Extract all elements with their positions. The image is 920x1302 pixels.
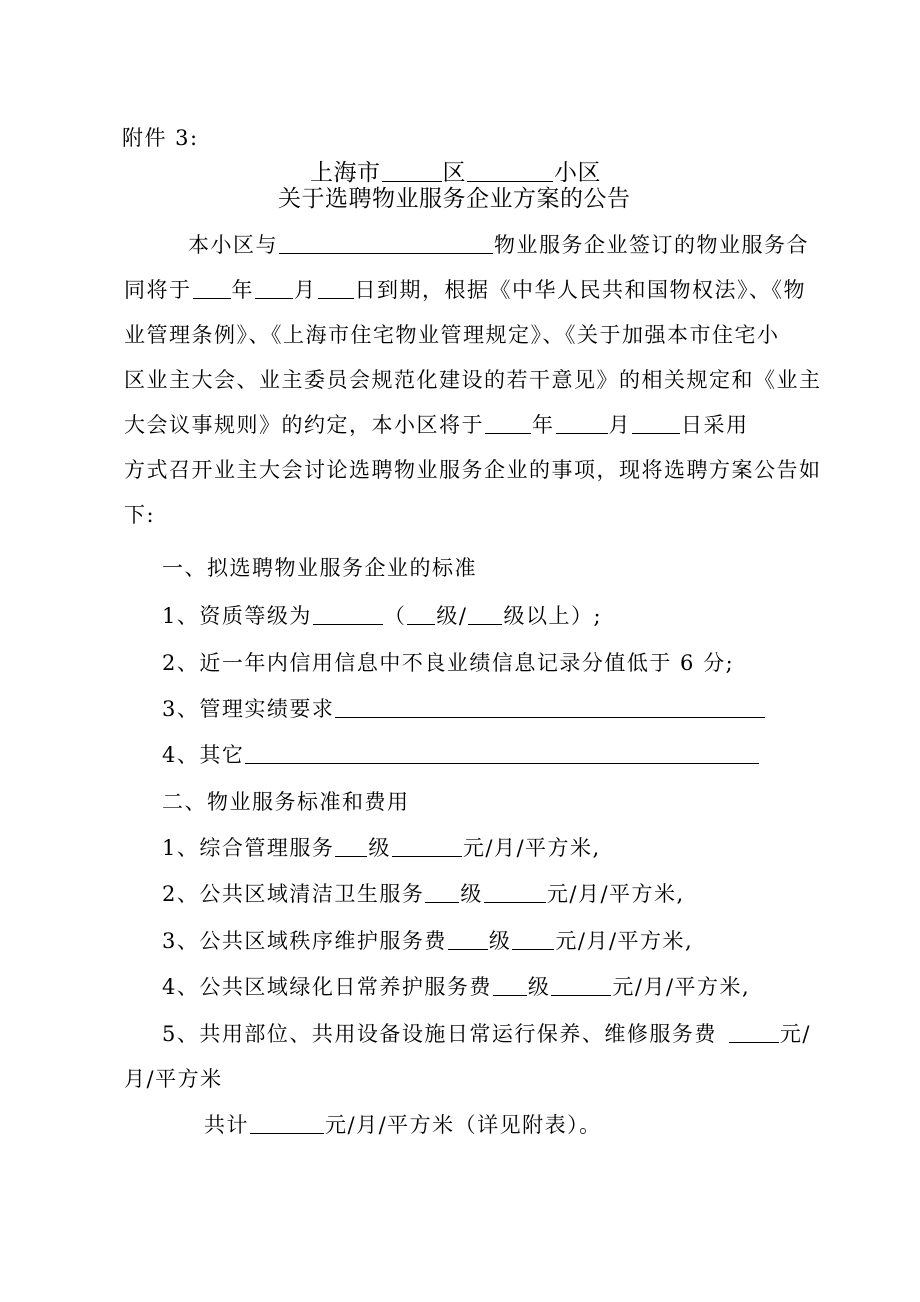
text-segment: 本小区与 [188,233,278,257]
text-segment: 5、共用部位、共用设备设施日常运行保养、维修服务费 [162,1022,717,1046]
section-1-item-1 [162,601,602,631]
blank-underline [335,833,367,857]
blank-underline [729,1019,779,1043]
blank-underline [468,601,502,625]
section-2-heading [162,787,410,817]
blank-underline [279,230,493,254]
attachment-label [122,123,199,153]
text-segment: 元/ [779,1022,811,1046]
blank-underline [407,601,435,625]
section-2-item-5 [162,1019,811,1049]
text-segment: 业管理条例》、《上海市住宅物业管理规定》、《关于加强本市住宅小 [124,323,780,347]
text-segment: 4、其它 [162,743,245,767]
text-segment: 小区 [554,160,601,186]
text-segment: 日到期，根据《中华人民共和国物权法》、《物 [354,278,806,302]
total-line [204,1110,602,1140]
text-segment: 区 [442,160,466,186]
text-segment: 2、近一年内信用信息中不良业绩信息记录分值低于 6 分; [162,651,735,675]
blank-underline [485,410,531,434]
section-2-item-3 [162,926,693,956]
text-segment: 方式召开业主大会讨论选聘物业服务企业的事项，现将选聘方案公告如 [124,458,822,482]
text-segment: 级/ [436,604,468,628]
blank-underline [512,926,554,950]
blank-underline [556,410,608,434]
text-segment: 3、公共区域秩序维护服务费 [162,929,447,953]
section-1-item-3 [162,694,766,724]
page-title [278,184,631,214]
text-segment: 共计 [204,1113,249,1137]
intro-line-3 [124,320,780,350]
text-segment: 年 [532,413,555,437]
text-segment: 二、物业服务标准和费用 [162,790,410,814]
text-segment: 2、公共区域清洁卫生服务 [162,882,425,906]
blank-underline [448,926,488,950]
section-1-item-4 [162,740,760,770]
blank-underline [193,275,231,299]
text-segment: 3、管理实绩要求 [162,697,335,721]
section-2-item-1 [162,833,601,863]
intro-line-7 [124,500,155,530]
section-2-item-5-continued [124,1064,223,1094]
text-segment: 4、公共区域绿化日常养护服务费 [162,975,492,999]
text-segment: 级 [488,929,512,953]
blank-underline [392,833,462,857]
blank-underline [255,275,293,299]
text-segment: 附件 3: [122,126,199,150]
intro-line-1 [188,230,809,260]
intro-line-2 [124,275,806,305]
intro-line-4 [124,365,822,395]
text-segment: 元/月/平方米, [612,975,751,999]
blank-underline [382,156,442,182]
blank-underline [313,601,383,625]
text-segment: （ [383,604,407,628]
blank-underline [551,972,611,996]
text-segment: 级 [368,836,391,860]
text-segment: 上海市 [310,160,381,186]
text-segment: 下: [124,503,156,527]
text-segment: 关于选聘物业服务企业方案的公告 [278,186,631,212]
text-segment: 月 [294,278,317,302]
text-segment: 元/月/平方米, [462,836,601,860]
text-segment: 年 [231,278,254,302]
blank-underline [318,275,354,299]
blank-underline [245,740,759,764]
text-segment: 1、综合管理服务 [162,836,335,860]
text-segment: 元/月/平方米, [546,882,685,906]
blank-underline [467,156,553,182]
text-segment: 同将于 [124,278,192,302]
text-segment: 区业主大会、业主委员会规范化建设的若干意见》的相关规定和《业主 [124,368,822,392]
text-segment: 月 [608,413,631,437]
section-2-item-2 [162,879,685,909]
section-2-item-4 [162,972,750,1002]
text-segment: 大会议事规则》的约定，本小区将于 [124,413,484,437]
text-segment: 日采用 [681,413,749,437]
text-segment: 元/月/平方米（详见附表）。 [325,1113,602,1137]
section-1-heading [162,553,477,583]
text-segment: 月/平方米 [124,1067,223,1091]
section-1-item-2 [162,648,734,678]
text-segment: 物业服务企业签订的物业服务合 [494,233,809,257]
text-segment: 级 [460,882,483,906]
intro-line-6 [124,455,822,485]
text-segment: 级以上）; [503,604,603,628]
text-segment: 元/月/平方米, [555,929,694,953]
blank-underline [632,410,680,434]
text-segment: 1、资质等级为 [162,604,312,628]
blank-underline [493,972,527,996]
intro-line-5 [124,410,749,440]
blank-underline [425,879,459,903]
blank-underline [250,1110,324,1134]
blank-underline [484,879,546,903]
blank-underline [335,694,765,718]
text-segment: 级 [527,975,551,999]
text-segment: 一、拟选聘物业服务企业的标准 [162,556,477,580]
